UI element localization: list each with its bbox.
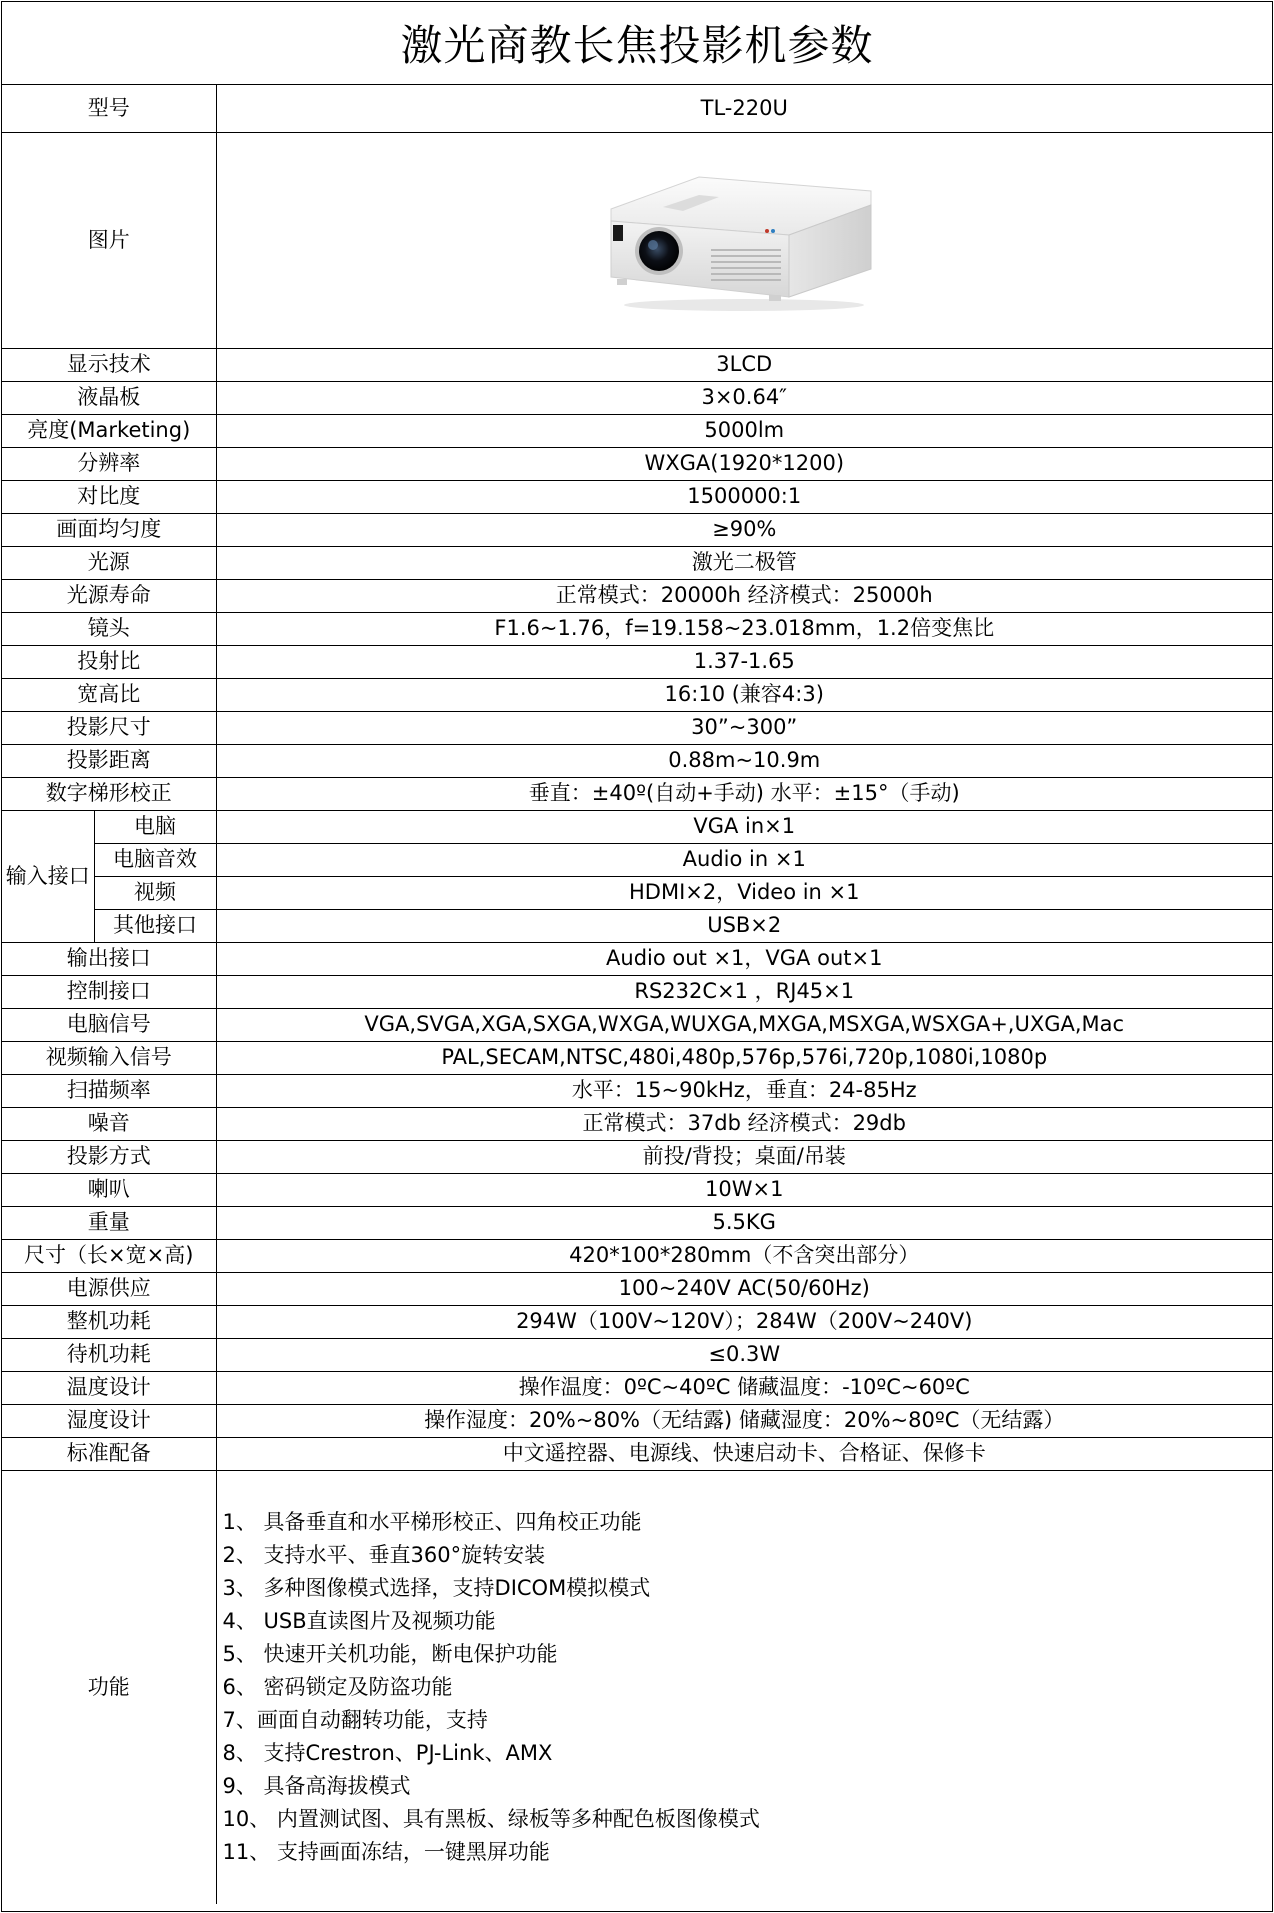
row-value: 1500000:1 [216, 480, 1272, 513]
row-label: 液晶板 [2, 381, 216, 414]
spec-row-model [2, 84, 1272, 132]
feature-item: 2、 支持水平、垂直360°旋转安装 [222, 1542, 546, 1567]
spec-row [2, 513, 1272, 546]
row-label: 对比度 [2, 480, 216, 513]
row-value: 1.37-1.65 [216, 645, 1272, 678]
row-value: 16:10 (兼容4:3) [216, 678, 1272, 711]
feature-list [216, 1470, 1272, 1904]
spec-row-features [2, 1470, 1272, 1904]
row-label: 标准配备 [2, 1437, 216, 1470]
row-label: 重量 [2, 1206, 216, 1239]
feature-item: 7、画面自动翻转功能，支持 [222, 1707, 488, 1732]
row-value: HDMI×2，Video in ×1 [216, 876, 1272, 909]
row-value: Audio in ×1 [216, 843, 1272, 876]
row-value: 3LCD [216, 348, 1272, 381]
spec-row [2, 414, 1272, 447]
row-value: F1.6~1.76，f=19.158~23.018mm，1.2倍变焦比 [216, 612, 1272, 645]
spec-row [2, 777, 1272, 810]
row-label: 尺寸（长×宽×高) [2, 1239, 216, 1272]
input-row [2, 909, 1272, 942]
spec-row [2, 1008, 1272, 1041]
input-group-label: 输入接口 [2, 810, 94, 942]
row-value: ≥90% [216, 513, 1272, 546]
row-value: WXGA(1920*1200) [216, 447, 1272, 480]
row-label: 画面均匀度 [2, 513, 216, 546]
row-value: 420*100*280mm（不含突出部分） [216, 1239, 1272, 1272]
feature-item: 11、 支持画面冻结，一键黑屏功能 [222, 1839, 550, 1864]
row-label: 投射比 [2, 645, 216, 678]
projector-image [599, 165, 889, 315]
input-sub-label: 电脑音效 [94, 843, 216, 876]
spec-row [2, 1437, 1272, 1470]
row-label: 分辨率 [2, 447, 216, 480]
row-value: VGA,SVGA,XGA,SXGA,WXGA,WUXGA,MXGA,MSXGA,WSXGA+,UXGA,Mac [216, 1008, 1272, 1041]
spec-sheet [1, 1, 1273, 1912]
row-value: 10W×1 [216, 1173, 1272, 1206]
row-value: 正常模式：20000h 经济模式：25000h [216, 579, 1272, 612]
row-value: 3×0.64″ [216, 381, 1272, 414]
spec-row [2, 546, 1272, 579]
row-value: 5000lm [216, 414, 1272, 447]
row-label: 光源 [2, 546, 216, 579]
input-row [2, 876, 1272, 909]
spec-row [2, 1272, 1272, 1305]
row-value: 294W（100V~120V）；284W（200V~240V) [216, 1305, 1272, 1338]
row-label: 图片 [2, 132, 216, 348]
spec-row [2, 1239, 1272, 1272]
row-label: 投影尺寸 [2, 711, 216, 744]
sheet-title: 激光商教长焦投影机参数 [2, 2, 1272, 85]
spec-row [2, 744, 1272, 777]
row-value: 操作温度：0ºC~40ºC 储藏温度：-10ºC~60ºC [216, 1371, 1272, 1404]
row-label: 投影距离 [2, 744, 216, 777]
input-row [2, 810, 1272, 843]
row-label: 电脑信号 [2, 1008, 216, 1041]
spec-row [2, 1140, 1272, 1173]
row-value: 垂直：±40º(自动+手动) 水平：±15°（手动) [216, 777, 1272, 810]
feature-item: 9、 具备高海拔模式 [222, 1773, 411, 1798]
feature-item: 8、 支持Crestron、PJ-Link、AMX [222, 1740, 553, 1765]
spec-row [2, 1371, 1272, 1404]
row-value: VGA in×1 [216, 810, 1272, 843]
row-label: 宽高比 [2, 678, 216, 711]
row-label: 投影方式 [2, 1140, 216, 1173]
spec-row [2, 645, 1272, 678]
spec-row [2, 678, 1272, 711]
feature-item: 1、 具备垂直和水平梯形校正、四角校正功能 [222, 1509, 642, 1534]
spec-row-picture [2, 132, 1272, 348]
spec-row [2, 975, 1272, 1008]
row-value: 0.88m~10.9m [216, 744, 1272, 777]
row-value: 100~240V AC(50/60Hz) [216, 1272, 1272, 1305]
input-row [2, 843, 1272, 876]
row-value: 正常模式：37db 经济模式：29db [216, 1107, 1272, 1140]
feature-item: 3、 多种图像模式选择，支持DICOM模拟模式 [222, 1575, 651, 1600]
row-label: 喇叭 [2, 1173, 216, 1206]
row-value: PAL,SECAM,NTSC,480i,480p,576p,576i,720p,1080i,1080p [216, 1041, 1272, 1074]
spec-row [2, 1074, 1272, 1107]
row-label: 控制接口 [2, 975, 216, 1008]
row-value: ≤0.3W [216, 1338, 1272, 1371]
row-label: 镜头 [2, 612, 216, 645]
row-value: 中文遥控器、电源线、快速启动卡、合格证、保修卡 [216, 1437, 1272, 1470]
spec-row [2, 381, 1272, 414]
row-value: USB×2 [216, 909, 1272, 942]
spec-row [2, 480, 1272, 513]
feature-item: 4、 USB直读图片及视频功能 [222, 1608, 496, 1633]
input-sub-label: 视频 [94, 876, 216, 909]
row-value: 激光二极管 [216, 546, 1272, 579]
spec-row [2, 711, 1272, 744]
row-label: 噪音 [2, 1107, 216, 1140]
row-value: TL-220U [216, 84, 1272, 132]
feature-item: 6、 密码锁定及防盗功能 [222, 1674, 453, 1699]
row-label: 扫描频率 [2, 1074, 216, 1107]
row-value: 操作湿度：20%~80%（无结露) 储藏湿度：20%~80ºC（无结露） [216, 1404, 1272, 1437]
row-label: 电源供应 [2, 1272, 216, 1305]
spec-row [2, 1206, 1272, 1239]
picture-cell [216, 132, 1272, 348]
row-label: 待机功耗 [2, 1338, 216, 1371]
row-label: 型号 [2, 84, 216, 132]
row-label: 温度设计 [2, 1371, 216, 1404]
input-sub-label: 其他接口 [94, 909, 216, 942]
row-label: 亮度(Marketing) [2, 414, 216, 447]
row-label: 输出接口 [2, 942, 216, 975]
row-label: 光源寿命 [2, 579, 216, 612]
spec-row [2, 1107, 1272, 1140]
feature-item: 5、 快速开关机功能，断电保护功能 [222, 1641, 558, 1666]
row-label: 数字梯形校正 [2, 777, 216, 810]
row-label: 湿度设计 [2, 1404, 216, 1437]
spec-row [2, 1305, 1272, 1338]
row-value: RS232C×1 ，RJ45×1 [216, 975, 1272, 1008]
spec-table [2, 84, 1272, 1904]
spec-row [2, 447, 1272, 480]
spec-row [2, 612, 1272, 645]
spec-row [2, 1338, 1272, 1371]
spec-row [2, 1041, 1272, 1074]
spec-row [2, 579, 1272, 612]
spec-row [2, 1173, 1272, 1206]
input-sub-label: 电脑 [94, 810, 216, 843]
row-label: 显示技术 [2, 348, 216, 381]
spec-row [2, 1404, 1272, 1437]
row-value: 水平：15~90kHz，垂直：24-85Hz [216, 1074, 1272, 1107]
row-value: 30”~300” [216, 711, 1272, 744]
row-label: 整机功耗 [2, 1305, 216, 1338]
row-value: Audio out ×1，VGA out×1 [216, 942, 1272, 975]
feature-item: 10、 内置测试图、具有黑板、绿板等多种配色板图像模式 [222, 1806, 760, 1831]
row-label: 功能 [2, 1470, 216, 1904]
row-label: 视频输入信号 [2, 1041, 216, 1074]
spec-row [2, 348, 1272, 381]
spec-row [2, 942, 1272, 975]
row-value: 5.5KG [216, 1206, 1272, 1239]
row-value: 前投/背投；桌面/吊装 [216, 1140, 1272, 1173]
